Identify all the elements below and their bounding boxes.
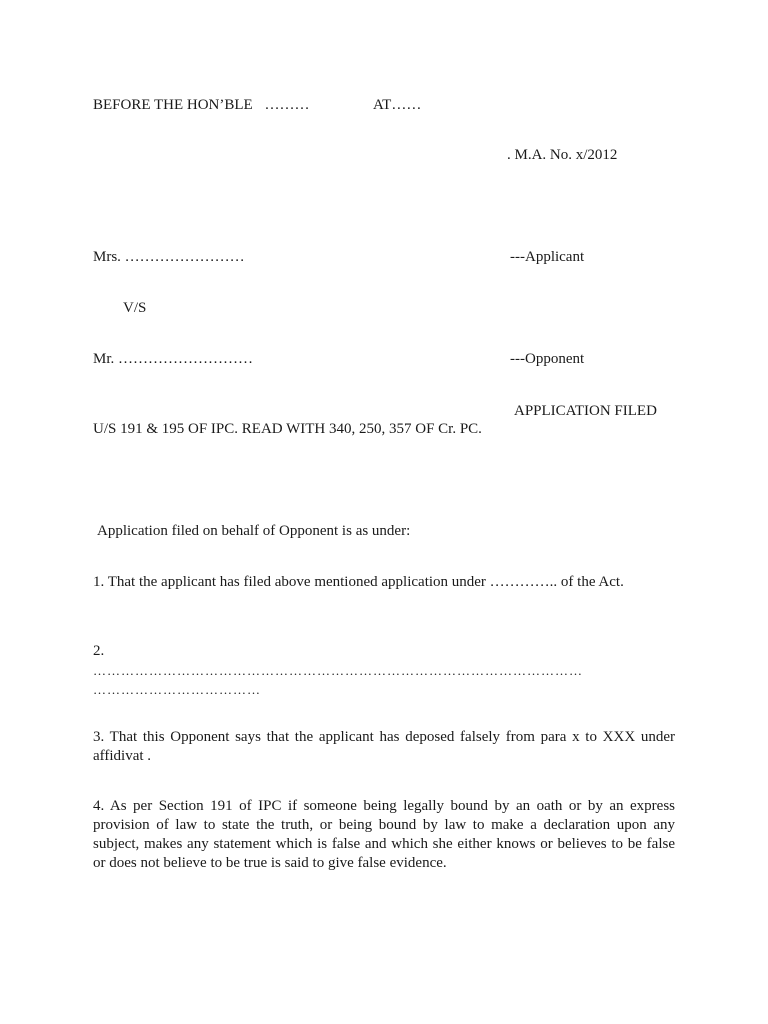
application-title-line1: APPLICATION FILED <box>514 403 657 419</box>
court-location <box>373 96 421 115</box>
court-prefix: BEFORE THE HON’BLE <box>93 97 253 113</box>
intro-text: Application filed on behalf of Opponent is as under: <box>97 523 411 539</box>
opponent-role: ---Opponent <box>510 351 585 367</box>
applicant-name: Mrs. …………………… <box>93 249 245 265</box>
paragraph-1: 1. That the applicant has filed above mentioned application under ………….. of the Act. <box>93 574 624 590</box>
opponent-name: Mr. ……………………… <box>93 351 254 367</box>
paragraph-2-placeholder-line1: …………………………………………………………………………………………… <box>93 663 583 678</box>
paragraph-2-number: 2. <box>93 643 105 659</box>
applicant-role: ---Applicant <box>510 249 585 265</box>
at-placeholder: …… <box>391 97 422 113</box>
paragraph-3: 3. That this Opponent says that the applicant has deposed falsely from para x to XXX under affidivat . <box>93 729 675 764</box>
paragraph-2-placeholder-line2: ……………………………… <box>93 682 261 697</box>
case-number: . M.A. No. x/2012 <box>507 147 618 163</box>
court-placeholder: ……… <box>264 97 310 113</box>
application-title-line2: U/S 191 & 195 OF IPC. READ WITH 340, 250, 357 OF Cr. PC. <box>93 421 482 437</box>
paragraph-4: 4. As per Section 191 of IPC if someone being legally bound by an oath or by an express provision of law to state the truth, or being bound by law to make a declaration upon any subject, makes any statement which is false and which she either knows or believes to be false or does not believe to be true is said to give false evidence. <box>93 798 675 871</box>
at-label: AT <box>373 97 392 113</box>
versus-label: V/S <box>123 300 147 316</box>
court-heading <box>93 96 309 115</box>
